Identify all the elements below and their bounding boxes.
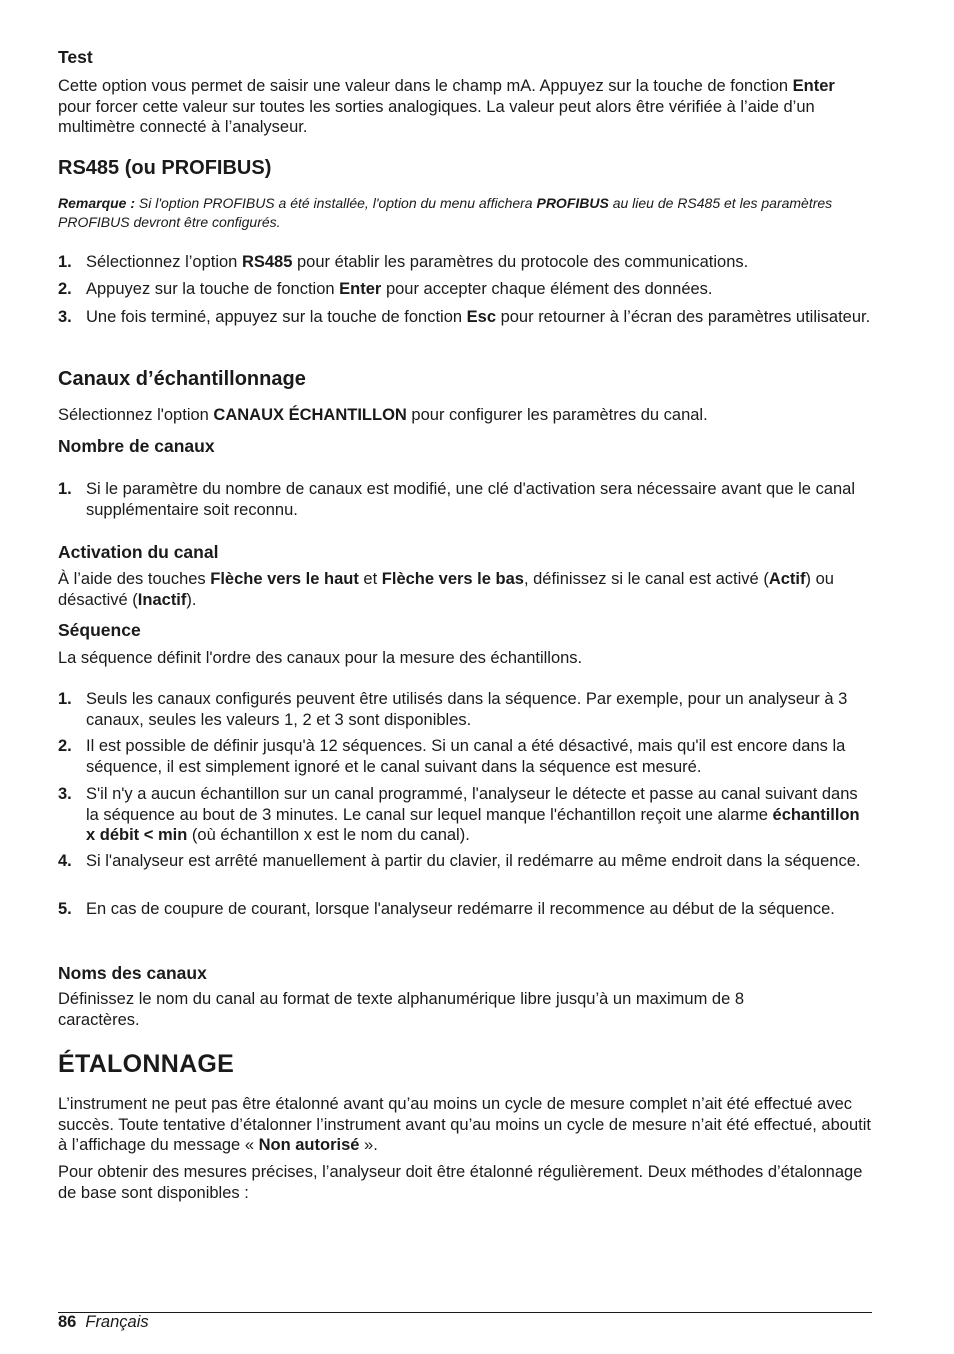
step-number: 5. [58,900,72,918]
canaux-intro [58,405,872,426]
nombre-heading: Nombre de canaux [58,436,215,456]
activation-body [58,569,872,610]
text-run: Sélectionnez l'option [58,406,214,424]
page-number: 86 [58,1313,77,1331]
rs485-note [58,194,872,231]
noms-body [58,989,818,1030]
step-number: 1. [58,480,72,498]
text-run: pour forcer cette valeur sur toutes les sorties analogiques. La valeur peut alors être vérifiée à l’aide d’un multimètre connecté à l’analyseur. [58,97,815,136]
etalonnage-p2 [58,1162,872,1203]
step-text [86,252,872,273]
sequence-step-4 [58,851,872,872]
text-run: Seuls les canaux configurés peuvent être utilisés dans la séquence. Par exemple, pour un analyseur à 3 canaux, seules les valeurs 1, 2 et 3 sont disponibles. [86,690,848,729]
text-run: ». [359,1136,378,1154]
bold-text: Enter [792,77,835,95]
rs485-step-1 [58,252,872,273]
text-run: pour établir les paramètres du protocole des communications. [292,253,749,271]
text-run: ). [186,590,197,609]
text-run: ) ou désactivé ( [58,570,834,609]
step-text [86,279,872,300]
page-footer [58,1313,149,1332]
bold-text: PROFIBUS [536,195,609,211]
text-run: Cette option vous permet de saisir une valeur dans le champ mA. Appuyez sur la touche de fonction [58,77,793,95]
sequence-step-1 [58,689,872,730]
step-number: 3. [58,785,72,803]
bold-text: échantillon x débit < min [86,805,860,844]
bold-text: RS485 [241,253,293,271]
rs485-step-3 [58,307,872,328]
step-number: 3. [58,308,72,326]
text-run: et [358,570,382,588]
rs485-heading: RS485 (ou PROFIBUS) [58,157,272,179]
text-run: , définissez si le canal est activé ( [523,570,769,588]
bold-text: Flèche vers le bas [381,570,524,588]
text-run: pour accepter chaque élément des données. [381,280,713,298]
bold-text: Remarque : [58,195,136,211]
step-text [86,736,872,777]
bold-text: Actif [768,570,806,588]
step-text [86,851,872,872]
bold-text: Non autorisé [258,1136,360,1154]
noms-heading: Noms des canaux [58,963,207,983]
text-run: Sélectionnez l’option [86,253,242,271]
nombre-step-1 [58,479,872,520]
sequence-step-2 [58,736,872,777]
text-run: Si le paramètre du nombre de canaux est modifié, une clé d'activation sera nécessaire avant que le canal supplémentaire soit reconnu. [86,480,856,519]
text-run: L’instrument ne peut pas être étalonné avant qu’au moins un cycle de mesure complet n’ait été effectué avec succès. Toute tentative d’étalonner l’instrument avant qu’au moins un cycle de mesure n’ait été effectué, aboutit à l’affichage du message « [58,1095,871,1154]
sequence-step-3 [58,784,872,846]
text-run: En cas de coupure de courant, lorsque l'analyseur redémarre il recommence au début de la séquence. [86,900,835,918]
step-number: 2. [58,737,72,755]
footer-divider [58,1312,872,1313]
etalonnage-heading: ÉTALONNAGE [58,1050,235,1078]
step-text [86,899,872,920]
test-body [58,76,872,138]
text-run: pour configurer les paramètres du canal. [406,406,708,424]
text-run: Une fois terminé, appuyez sur la touche de fonction [86,308,467,326]
rs485-step-2 [58,279,872,300]
step-number: 1. [58,690,72,708]
sequence-body [58,648,872,669]
bold-text: CANAUX ÉCHANTILLON [213,406,407,424]
step-text [86,784,872,846]
text-run: Pour obtenir des mesures précises, l’analyseur doit être étalonné régulièrement. Deux méthodes d’étalonnage de base sont disponibles : [58,1163,863,1202]
etalonnage-p1 [58,1094,872,1156]
step-text [86,307,872,328]
bold-text: Enter [339,280,382,298]
text-run: À l’aide des touches [58,570,211,588]
text-run: (où échantillon x est le nom du canal). [187,826,470,844]
text-run: La séquence définit l'ordre des canaux pour la mesure des échantillons. [58,649,583,667]
text-run: Définissez le nom du canal au format de texte alphanumérique libre jusqu’à un maximum de 8 caractères. [58,990,745,1029]
text-run: pour retourner à l’écran des paramètres utilisateur. [496,308,871,326]
sequence-heading: Séquence [58,620,141,640]
text-run: au lieu de RS485 et les paramètres PROFIBUS devront être configurés. [58,195,833,230]
text-run: S'il n'y a aucun échantillon sur un canal programmé, l'analyseur le détecte et passe au canal suivant dans la séquence au bout de 3 minutes. Le canal sur lequel manque l'échantillon reçoit une alarme [86,785,858,824]
footer-language: Français [85,1313,149,1331]
bold-text: Inactif [137,590,187,609]
activation-heading: Activation du canal [58,542,219,562]
text-run: Si l'analyseur est arrêté manuellement à partir du clavier, il redémarre au même endroit dans la séquence. [86,852,861,870]
step-number: 1. [58,253,72,271]
step-text [86,479,872,520]
bold-text: Esc [466,308,496,326]
text-run: Appuyez sur la touche de fonction [86,280,340,298]
sequence-step-5 [58,899,872,920]
test-heading: Test [58,47,93,67]
text-run: Si l'option PROFIBUS a été installée, l'option du menu affichera [135,195,537,211]
step-text [86,689,872,730]
canaux-heading: Canaux d’échantillonnage [58,368,306,390]
step-number: 2. [58,280,72,298]
text-run: Il est possible de définir jusqu'à 12 séquences. Si un canal a été désactivé, mais qu'il est encore dans la séquence, il est simplement ignoré et le canal suivant dans la séquence est mesuré. [86,737,846,776]
step-number: 4. [58,852,72,870]
bold-text: Flèche vers le haut [210,570,359,588]
